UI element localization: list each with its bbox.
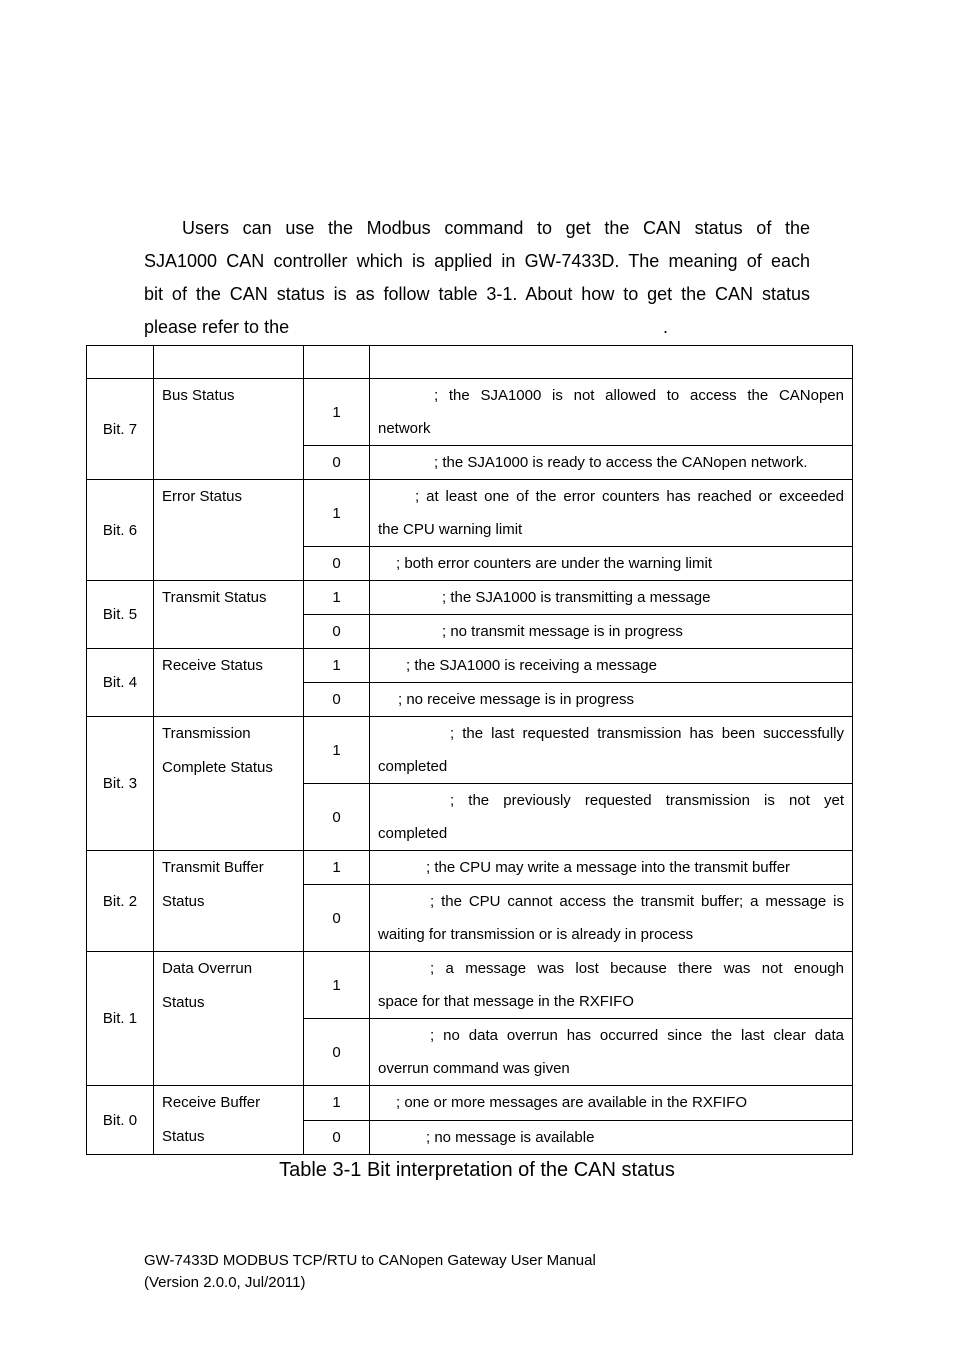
description-cell — [370, 885, 853, 952]
status-name-cell — [154, 581, 304, 649]
description-cell — [370, 717, 853, 784]
bit-value-cell: 1 — [304, 952, 370, 1019]
status-name-text: Bus Status — [162, 387, 235, 404]
table-row — [87, 717, 853, 784]
status-name-text: Error Status — [162, 488, 243, 505]
description-line: completed — [378, 758, 448, 775]
description-line: completed — [378, 825, 448, 842]
table-row — [87, 480, 853, 547]
bit-value-cell: 1 — [304, 379, 370, 446]
intro-line-1: Users can use the Modbus command to get the CAN status of the — [182, 218, 810, 238]
description-line: waiting for transmission or is already in process — [378, 926, 694, 943]
bit-value-cell: 1 — [304, 581, 370, 615]
description-line: ; a message was lost because there was not enough — [430, 960, 844, 977]
description-cell — [370, 446, 853, 480]
description-line: ; the previously requested transmission is not yet — [450, 792, 844, 809]
bit-cell: Bit. 2 — [87, 851, 154, 952]
bit-cell: Bit. 5 — [87, 581, 154, 649]
status-name-line: Status — [162, 994, 205, 1011]
description-line: ; no transmit message is in progress — [442, 623, 683, 640]
description-line: ; the last requested transmission has been successfully — [450, 725, 844, 742]
status-name-line: Data Overrun — [162, 960, 253, 977]
footer-line-1: GW-7433D MODBUS TCP/RTU to CANopen Gateway User Manual — [144, 1252, 596, 1269]
bit-cell: Bit. 6 — [87, 480, 154, 581]
status-name-cell — [154, 1086, 304, 1155]
status-name-cell — [154, 649, 304, 717]
bit-value-cell: 0 — [304, 446, 370, 480]
intro-line-3: bit of the CAN status is as follow table 3-1. About how to get the CAN status — [144, 284, 810, 304]
bit-value-cell: 1 — [304, 717, 370, 784]
footer-line-2: (Version 2.0.0, Jul/2011) — [144, 1274, 306, 1291]
status-name-line: Status — [162, 893, 205, 910]
header-cell-name — [154, 346, 304, 379]
intro-paragraph — [144, 212, 810, 344]
intro-line-4-end: . — [663, 317, 669, 337]
description-cell — [370, 851, 853, 885]
description-cell — [370, 547, 853, 581]
description-cell — [370, 379, 853, 446]
intro-line-4 — [144, 311, 810, 344]
status-name-line: Transmission — [162, 725, 251, 742]
description-cell — [370, 649, 853, 683]
status-name-line: Receive Buffer — [162, 1094, 261, 1111]
status-name-cell — [154, 952, 304, 1086]
description-cell — [370, 1120, 853, 1155]
bit-value-cell: 1 — [304, 649, 370, 683]
status-name-line: Transmit Buffer — [162, 859, 264, 876]
bit-value-cell: 0 — [304, 1120, 370, 1155]
description-cell — [370, 480, 853, 547]
intro-line-4-text: please refer to the — [144, 317, 290, 337]
description-line: ; the SJA1000 is not allowed to access the CANopen — [434, 387, 844, 404]
bit-value-cell: 1 — [304, 480, 370, 547]
description-cell — [370, 615, 853, 649]
intro-line-2: SJA1000 CAN controller which is applied in GW-7433D. The meaning of each — [144, 251, 810, 271]
table-caption: Table 3-1 Bit interpretation of the CAN status — [279, 1159, 675, 1181]
description-line: space for that message in the RXFIFO — [378, 993, 634, 1010]
bit-cell: Bit. 4 — [87, 649, 154, 717]
status-name-cell — [154, 379, 304, 480]
bit-value-cell: 1 — [304, 1086, 370, 1121]
bit-cell: Bit. 3 — [87, 717, 154, 851]
table-row — [87, 379, 853, 446]
description-line: ; one or more messages are available in the RXFIFO — [396, 1094, 747, 1112]
bit-value-cell: 0 — [304, 683, 370, 717]
table-header-row — [87, 346, 853, 379]
table-row — [87, 1086, 853, 1121]
description-line: the CPU warning limit — [378, 521, 523, 538]
status-name-line: Complete Status — [162, 759, 273, 776]
bit-value-cell: 0 — [304, 784, 370, 851]
table-row — [87, 649, 853, 683]
description-line: ; the SJA1000 is receiving a message — [406, 657, 657, 674]
table-row — [87, 952, 853, 1019]
description-cell — [370, 1019, 853, 1086]
description-cell — [370, 784, 853, 851]
description-line: ; the CPU cannot access the transmit buffer; a message is — [430, 893, 844, 910]
bit-value-cell: 1 — [304, 851, 370, 885]
description-line: ; both error counters are under the warning limit — [396, 555, 712, 572]
description-cell — [370, 581, 853, 615]
description-line: ; at least one of the error counters has reached or exceeded — [415, 488, 844, 505]
description-line: ; no receive message is in progress — [398, 691, 634, 708]
description-cell — [370, 952, 853, 1019]
table-row — [87, 851, 853, 885]
header-cell-description — [370, 346, 853, 379]
status-name-cell — [154, 717, 304, 851]
description-line: network — [378, 420, 431, 437]
bit-value-cell: 0 — [304, 1019, 370, 1086]
status-name-cell — [154, 851, 304, 952]
header-cell-bit — [87, 346, 154, 379]
bit-value-cell: 0 — [304, 615, 370, 649]
status-name-text: Transmit Status — [162, 589, 267, 606]
bit-cell: Bit. 1 — [87, 952, 154, 1086]
bit-cell: Bit. 0 — [87, 1086, 154, 1155]
bit-cell: Bit. 7 — [87, 379, 154, 480]
bit-value-cell: 0 — [304, 885, 370, 952]
description-cell — [370, 683, 853, 717]
table-row — [87, 581, 853, 615]
header-cell-value — [304, 346, 370, 379]
status-name-text: Receive Status — [162, 657, 263, 674]
can-status-table — [86, 345, 853, 1155]
description-line: ; the CPU may write a message into the transmit buffer — [426, 859, 791, 876]
description-cell — [370, 1086, 853, 1121]
description-line: ; the SJA1000 is transmitting a message — [442, 589, 711, 606]
status-name-cell — [154, 480, 304, 581]
page-footer — [144, 1250, 596, 1294]
status-name-line: Status — [162, 1128, 205, 1145]
bit-value-cell: 0 — [304, 547, 370, 581]
description-line: ; no data overrun has occurred since the last clear data — [430, 1027, 844, 1044]
description-line: ; the SJA1000 is ready to access the CANopen network. — [434, 454, 808, 471]
description-line: ; no message is available — [426, 1128, 595, 1146]
description-line: overrun command was given — [378, 1060, 570, 1077]
